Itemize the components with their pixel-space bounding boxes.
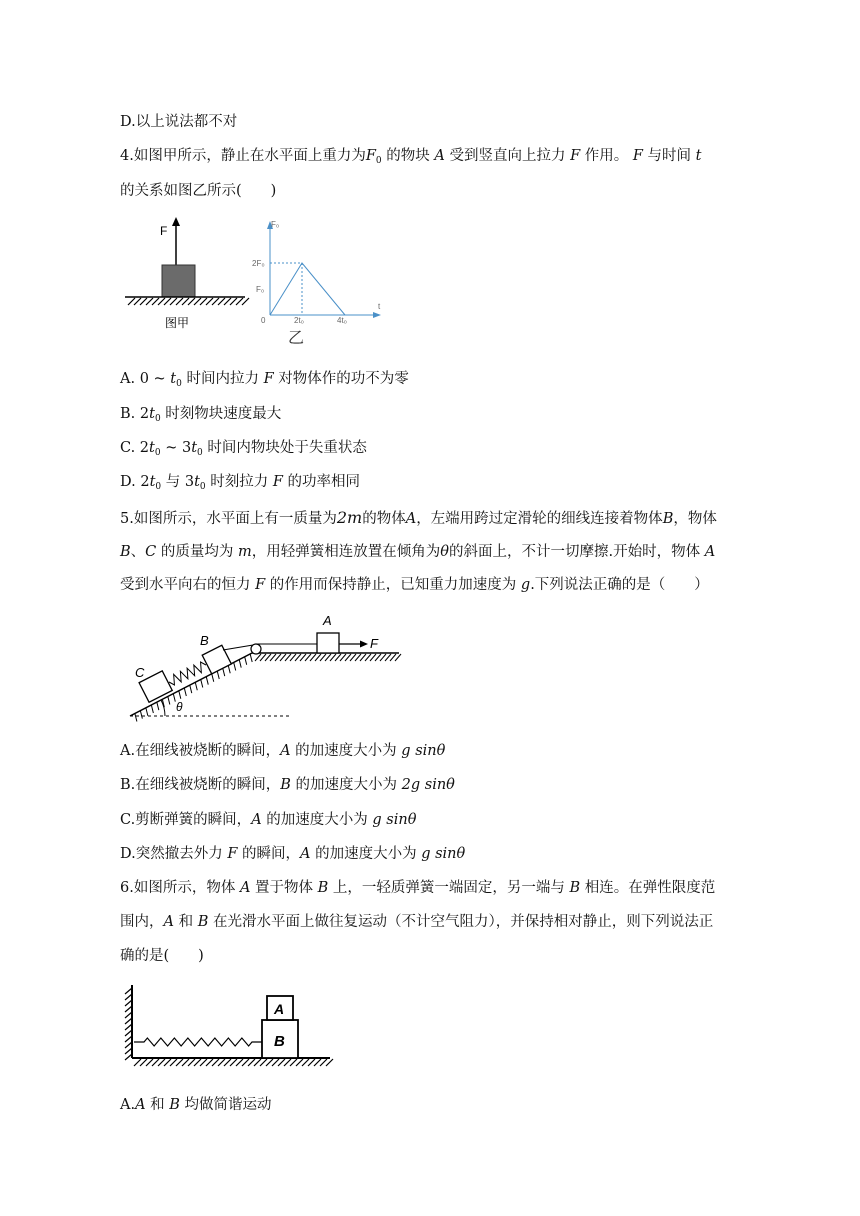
hatch-mark — [326, 1059, 333, 1066]
label-a: A — [274, 1001, 285, 1017]
hatch-mark — [125, 1030, 132, 1036]
hatch-mark — [275, 654, 281, 661]
hatch-mark — [308, 1059, 315, 1066]
hatch-mark — [245, 657, 247, 665]
hatch-mark — [134, 298, 141, 305]
hatch-mark — [152, 298, 159, 305]
label-f: F — [370, 636, 378, 651]
hatch-mark — [125, 1006, 132, 1012]
hatch-mark — [170, 298, 177, 305]
spring — [169, 662, 206, 685]
figure-caption: 图甲 — [165, 316, 190, 330]
hatch-mark — [152, 1059, 159, 1066]
hatch-mark — [250, 654, 252, 662]
string-incline — [223, 645, 253, 650]
hatch-mark — [179, 691, 181, 699]
x-tick-4t0: 4t₀ — [337, 316, 347, 325]
hatch-mark — [146, 1059, 153, 1066]
hatch-mark — [212, 298, 219, 305]
hatch-mark — [228, 665, 230, 673]
q5-option-a: A.在细线被烧断的瞬间，A 的加速度大小为 g sinθ — [120, 743, 446, 759]
hatch-mark — [218, 298, 225, 305]
q5-option-b: B.在细线被烧断的瞬间，B 的加速度大小为 2g sinθ — [120, 777, 455, 793]
floor-hatch — [134, 1059, 333, 1066]
hatch-mark — [184, 688, 186, 696]
hatch-mark — [182, 298, 189, 305]
hatch-mark — [173, 694, 175, 702]
hatch-mark — [206, 677, 208, 685]
hatch-mark — [266, 1059, 273, 1066]
hatch-mark — [255, 654, 261, 661]
q5-stem-line2: B、C 的质量均为 m，用轻弹簧相连放置在倾角为θ的斜面上，不计一切摩擦.开始时，物体 A — [120, 544, 716, 560]
x-axis-label: t — [378, 302, 381, 311]
q5-stem-line3: 受到水平向右的恒力 F 的作用而保持静止，已知重力加速度为 g.下列说法正确的是（ ） — [120, 577, 709, 593]
x-axis-arrow — [373, 312, 381, 318]
hatch-mark — [125, 1042, 132, 1048]
hatch-mark — [284, 1059, 291, 1066]
hatch-mark — [224, 1059, 231, 1066]
hatch-mark — [206, 298, 213, 305]
hatch-mark — [190, 685, 192, 693]
hatch-mark — [234, 662, 236, 670]
q4-figure-yi — [250, 215, 385, 345]
hatch-mark — [302, 1059, 309, 1066]
hatch-mark — [345, 654, 351, 661]
hatch-mark — [146, 708, 148, 716]
hatch-mark — [218, 1059, 225, 1066]
hatch-mark — [157, 702, 159, 710]
hatch-mark — [188, 298, 195, 305]
hatch-mark — [151, 705, 153, 713]
hatch-mark — [164, 1059, 171, 1066]
q6-stem-line1: 6.如图所示，物体 A 置于物体 B 上，一轻质弹簧一端固定，另一端与 B 相连。在弹性限度范 — [120, 880, 716, 896]
wall-hatch — [125, 988, 132, 1060]
spring — [134, 1038, 262, 1046]
figure-caption: 乙 — [288, 330, 305, 345]
hatch-mark — [125, 994, 132, 1000]
hatch-mark — [158, 1059, 165, 1066]
q4-figure-jia — [120, 215, 250, 335]
hatch-mark — [278, 1059, 285, 1066]
hatch-mark — [248, 1059, 255, 1066]
hatch-mark — [350, 654, 356, 661]
hatch-mark — [290, 654, 296, 661]
hatch-mark — [125, 1000, 132, 1006]
hatch-mark — [194, 298, 201, 305]
hatch-mark — [236, 1059, 243, 1066]
hatch-mark — [125, 1012, 132, 1018]
hatch-mark — [200, 298, 207, 305]
hatch-mark — [125, 1018, 132, 1024]
hatch-mark — [314, 1059, 321, 1066]
q4-option-c: C. $2t_0$ ~ $3t_0$ 时间内物块处于失重状态 — [120, 440, 367, 458]
hatch-mark — [146, 298, 153, 305]
hatch-mark — [370, 654, 376, 661]
hatch-mark — [212, 674, 214, 682]
q6-stem-line2: 围内，A 和 B 在光滑水平面上做往复运动（不计空气阻力），并保持相对静止，则下列说法正 — [120, 914, 714, 930]
hatch-mark — [170, 1059, 177, 1066]
hatch-mark — [335, 654, 341, 661]
hatch-mark — [265, 654, 271, 661]
hatch-mark — [140, 298, 147, 305]
hatch-mark — [230, 1059, 237, 1066]
hatch-mark — [355, 654, 361, 661]
block — [162, 265, 195, 297]
hatch-mark — [206, 1059, 213, 1066]
hatch-mark — [272, 1059, 279, 1066]
hatch-mark — [125, 1054, 132, 1060]
q6-stem-line3: 确的是( ) — [120, 948, 204, 964]
hatch-mark — [340, 654, 346, 661]
x-tick-0: 0 — [261, 316, 266, 325]
label-b: B — [274, 1033, 285, 1050]
hatch-mark — [200, 1059, 207, 1066]
table-hatch — [255, 654, 401, 661]
hatch-mark — [188, 1059, 195, 1066]
q4-option-d: D. $2t_0$ 与 $3t_0$ 时刻拉力 F 的功率相同 — [120, 474, 361, 492]
hatch-mark — [140, 711, 142, 719]
hatch-mark — [260, 1059, 267, 1066]
hatch-mark — [270, 654, 276, 661]
hatch-mark — [236, 298, 243, 305]
hatch-mark — [315, 654, 321, 661]
hatch-mark — [134, 1059, 141, 1066]
q5-figure — [125, 605, 410, 725]
hatch-mark — [395, 654, 401, 661]
hatch-mark — [242, 298, 249, 305]
hatch-mark — [380, 654, 386, 661]
y-axis-label: F₀ — [271, 220, 280, 229]
hatch-mark — [176, 1059, 183, 1066]
hatch-mark — [239, 660, 241, 668]
hatch-mark — [254, 1059, 261, 1066]
theta-label: θ — [176, 700, 183, 714]
label-b: B — [200, 633, 209, 648]
hatch-mark — [135, 713, 137, 721]
hatch-mark — [201, 679, 203, 687]
hatch-mark — [212, 1059, 219, 1066]
force-arrow-head — [172, 217, 180, 226]
hatch-mark — [295, 654, 301, 661]
label-a: A — [323, 613, 332, 628]
y-tick-2f0: 2F₀ — [252, 259, 265, 268]
hatch-mark — [230, 298, 237, 305]
hatch-mark — [310, 654, 316, 661]
hatch-mark — [330, 654, 336, 661]
hatch-mark — [168, 696, 170, 704]
ground-hatch — [128, 298, 249, 305]
hatch-mark — [125, 1024, 132, 1030]
q6-figure — [122, 980, 337, 1075]
block-a — [317, 633, 339, 653]
hatch-mark — [125, 1048, 132, 1054]
q4-stem-line2: 的关系如图乙所示( ) — [120, 183, 277, 199]
q4-option-a: A. 0 ~ $t_0$ 时间内拉力 F 对物体作的功不为零 — [120, 371, 409, 389]
q5-option-c: C.剪断弹簧的瞬间，A 的加速度大小为 g sinθ — [120, 812, 417, 828]
hatch-mark — [182, 1059, 189, 1066]
q4-option-b: B. $2t_0$ 时刻物块速度最大 — [120, 406, 282, 424]
hatch-mark — [390, 654, 396, 661]
hatch-mark — [260, 654, 266, 661]
q5-option-d: D.突然撤去外力 F 的瞬间，A 的加速度大小为 g sinθ — [120, 846, 466, 862]
hatch-mark — [140, 1059, 147, 1066]
hatch-mark — [360, 654, 366, 661]
hatch-mark — [125, 988, 132, 994]
hatch-mark — [128, 298, 135, 305]
hatch-mark — [125, 1036, 132, 1042]
hatch-mark — [320, 1059, 327, 1066]
q3-option-d: D.以上说法都不对 — [120, 114, 238, 130]
hatch-mark — [176, 298, 183, 305]
q6-option-a: A.A 和 B 均做简谐运动 — [120, 1097, 272, 1113]
hatch-mark — [217, 671, 219, 679]
label-c: C — [135, 665, 145, 680]
hatch-mark — [300, 654, 306, 661]
hatch-mark — [158, 298, 165, 305]
hatch-mark — [385, 654, 391, 661]
hatch-mark — [290, 1059, 297, 1066]
hatch-mark — [375, 654, 381, 661]
force-label: F — [160, 224, 168, 238]
hatch-mark — [296, 1059, 303, 1066]
q5-stem-line1: 5.如图所示，水平面上有一质量为2m的物体A，左端用跨过定滑轮的细线连接着物体B，物体 — [120, 508, 717, 527]
hatch-mark — [325, 654, 331, 661]
force-arrow-head — [360, 641, 368, 648]
hatch-mark — [305, 654, 311, 661]
hatch-mark — [280, 654, 286, 661]
hatch-mark — [285, 654, 291, 661]
hatch-mark — [223, 668, 225, 676]
hatch-mark — [224, 298, 231, 305]
q4-stem-line1: 4.如图甲所示，静止在水平面上重力为$F_0$ 的物块 A 受到竖直向上拉力 F 作用。 F 与时间 t — [120, 148, 702, 166]
hatch-mark — [194, 1059, 201, 1066]
hatch-mark — [195, 682, 197, 690]
x-tick-2t0: 2t₀ — [294, 316, 304, 325]
hatch-mark — [365, 654, 371, 661]
hatch-mark — [164, 298, 171, 305]
hatch-mark — [320, 654, 326, 661]
y-tick-f0: F₀ — [256, 285, 265, 294]
hatch-mark — [242, 1059, 249, 1066]
force-curve — [270, 263, 345, 315]
